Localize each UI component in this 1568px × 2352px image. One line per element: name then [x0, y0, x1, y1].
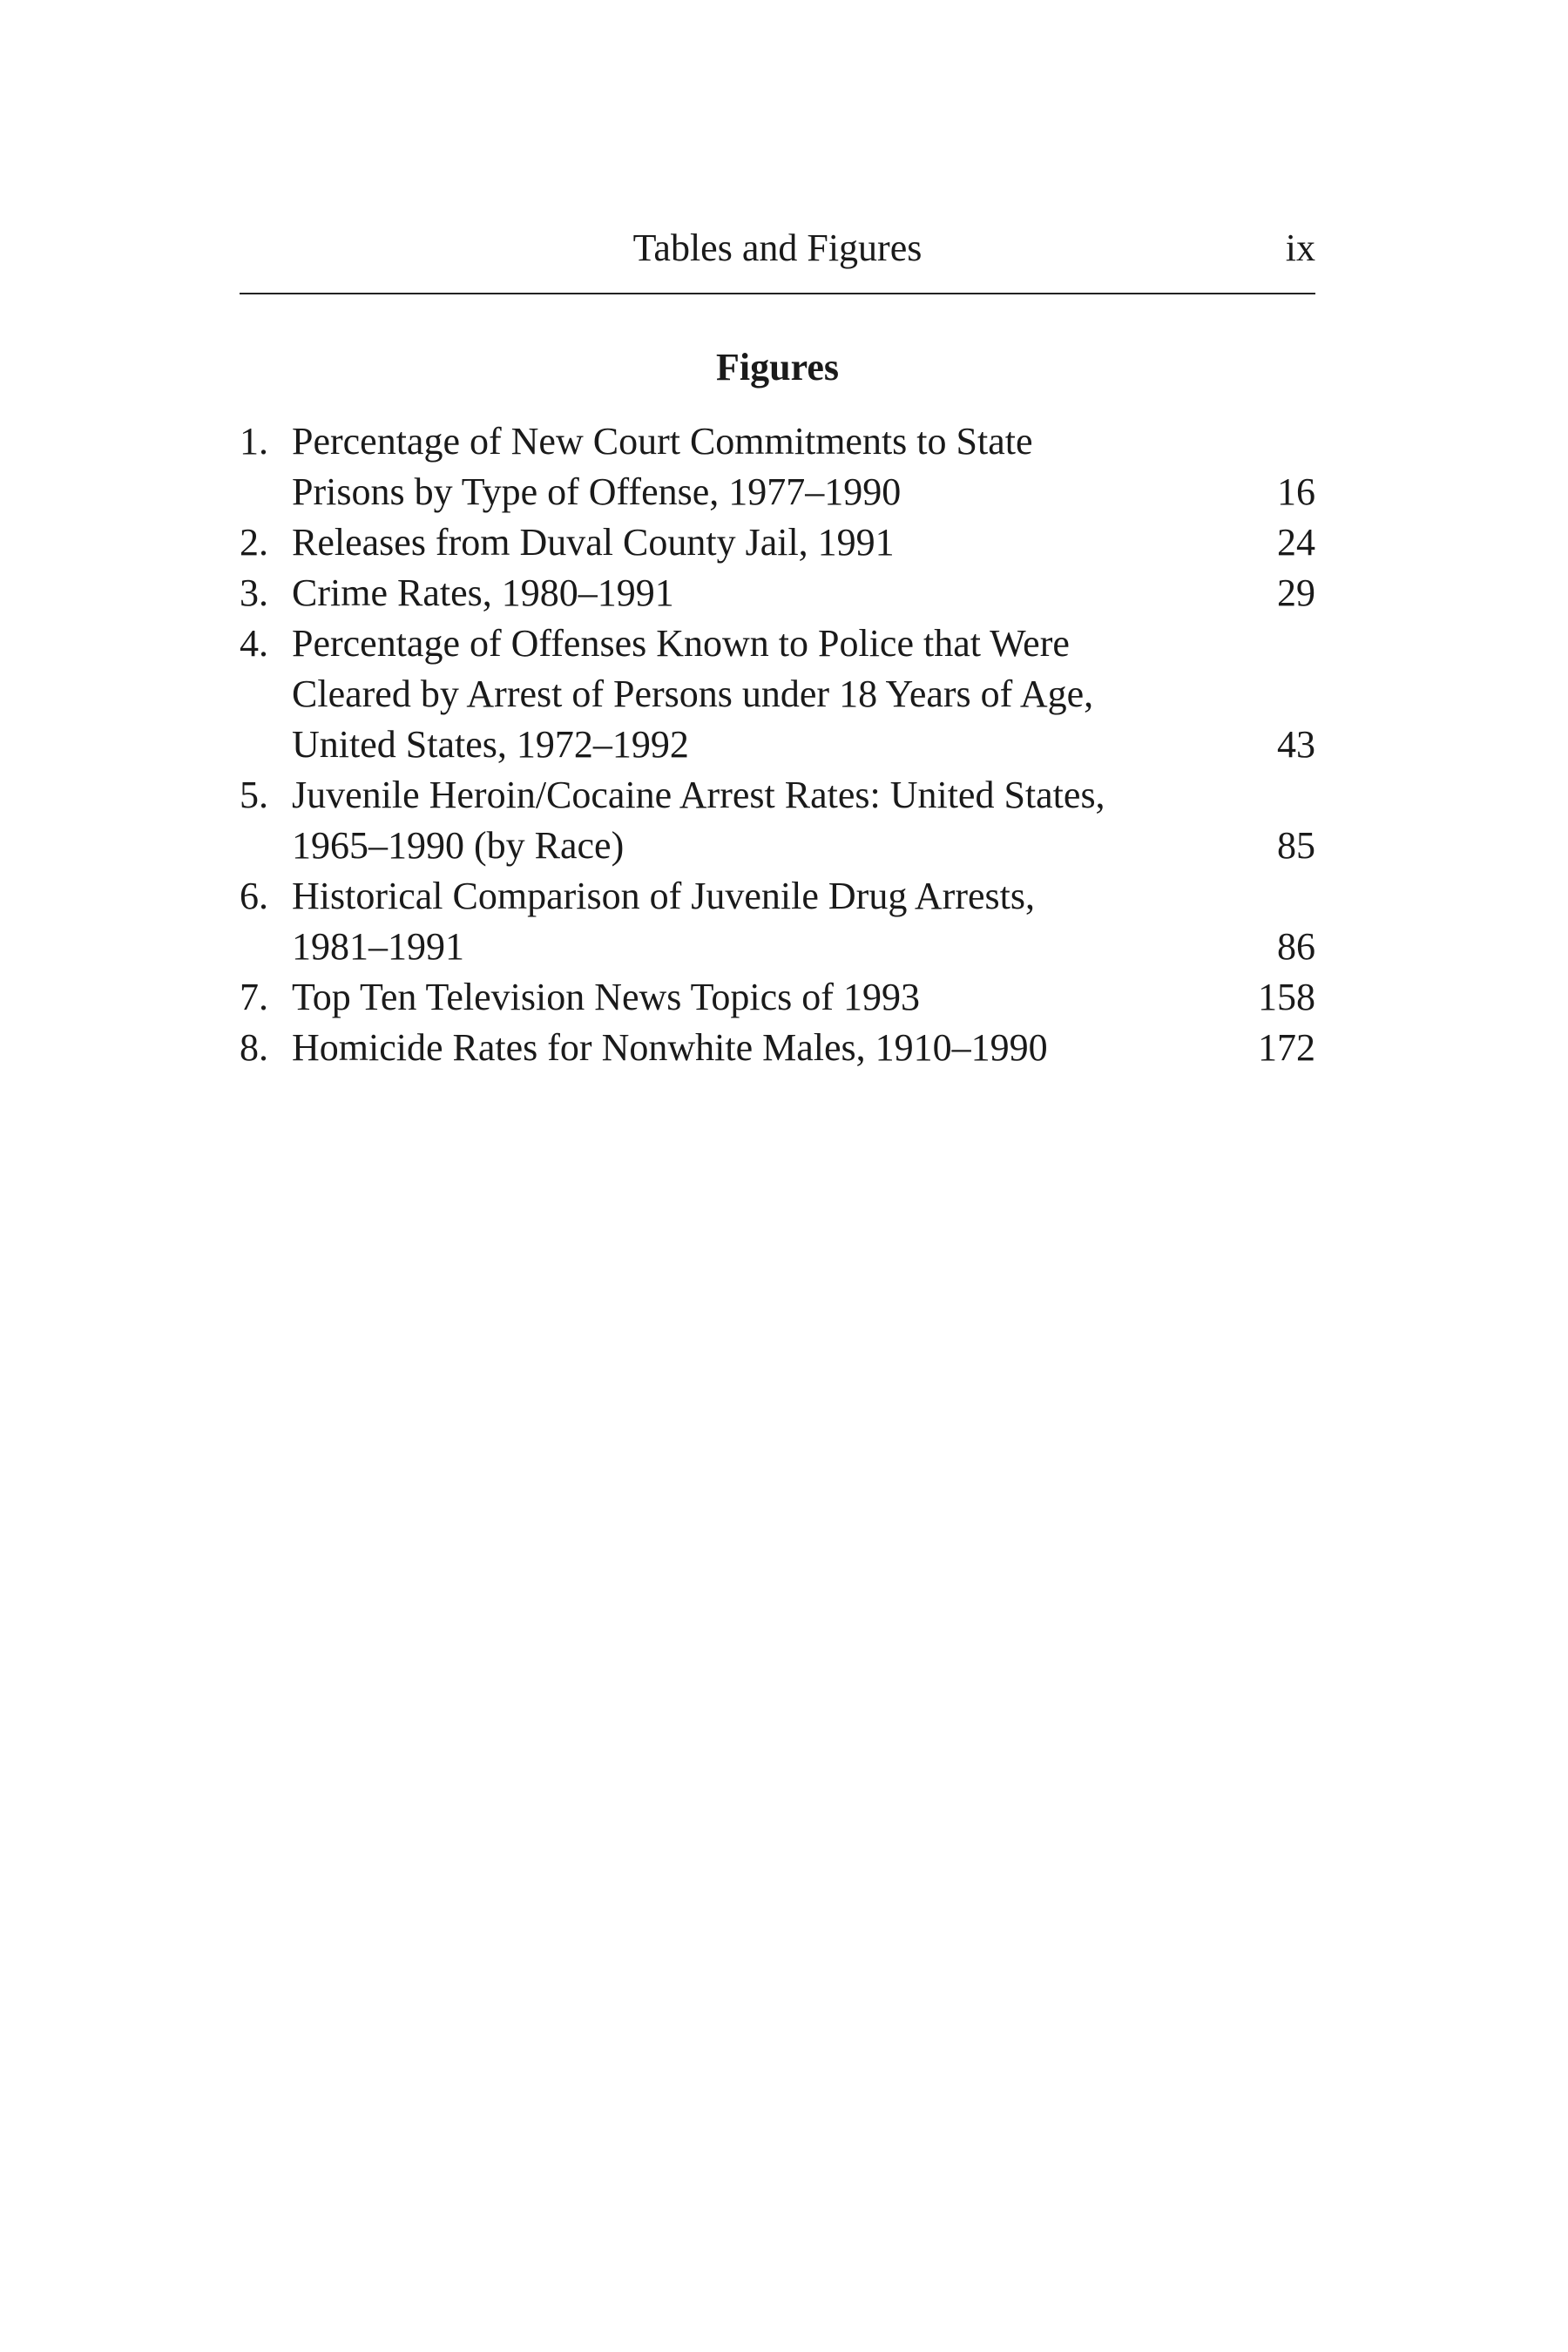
figure-page-number: 86 — [1277, 925, 1315, 968]
page-number: ix — [1285, 226, 1315, 269]
figure-title: Percentage of Offenses Known to Police that Were Cleared by Arrest of Persons under 18 Years of Age, United States, 1972–1992 — [292, 622, 1094, 766]
figure-entry — [240, 1023, 1315, 1073]
figure-page-number: 43 — [1277, 723, 1315, 766]
running-head — [240, 222, 1315, 274]
figure-entry — [240, 871, 1315, 972]
figure-page-number: 172 — [1258, 1026, 1315, 1069]
figure-page-number: 24 — [1277, 521, 1315, 564]
figure-title: Crime Rates, 1980–1991 — [292, 571, 674, 614]
figure-number: 2. — [240, 521, 268, 564]
figure-entry — [240, 770, 1315, 871]
figure-title: Releases from Duval County Jail, 1991 — [292, 521, 895, 564]
figure-entry — [240, 416, 1315, 517]
figure-number: 7. — [240, 976, 268, 1018]
figure-number: 8. — [240, 1026, 268, 1069]
figure-page-number: 16 — [1277, 470, 1315, 513]
section-title: Figures — [716, 346, 839, 389]
figure-page-number: 29 — [1277, 571, 1315, 614]
figure-title: Juvenile Heroin/Cocaine Arrest Rates: United States, 1965–1990 (by Race) — [292, 774, 1105, 867]
figure-number: 5. — [240, 774, 268, 816]
figure-title: Historical Comparison of Juvenile Drug Arrests, 1981–1991 — [292, 875, 1035, 968]
figure-list — [240, 416, 1315, 1073]
figure-entry — [240, 568, 1315, 618]
figure-entry — [240, 972, 1315, 1023]
figure-page-number: 85 — [1277, 824, 1315, 867]
header-rule — [240, 293, 1315, 294]
figure-number: 4. — [240, 622, 268, 665]
figure-entry — [240, 517, 1315, 568]
running-title: Tables and Figures — [632, 226, 923, 269]
figure-number: 1. — [240, 420, 268, 463]
figure-entry — [240, 618, 1315, 770]
figure-title: Top Ten Television News Topics of 1993 — [292, 976, 920, 1018]
figure-number: 3. — [240, 571, 268, 614]
figure-number: 6. — [240, 875, 268, 917]
figure-title: Homicide Rates for Nonwhite Males, 1910–1990 — [292, 1026, 1048, 1069]
figure-page-number: 158 — [1258, 976, 1315, 1018]
figure-title: Percentage of New Court Commitments to State Prisons by Type of Offense, 1977–1990 — [292, 420, 1033, 513]
